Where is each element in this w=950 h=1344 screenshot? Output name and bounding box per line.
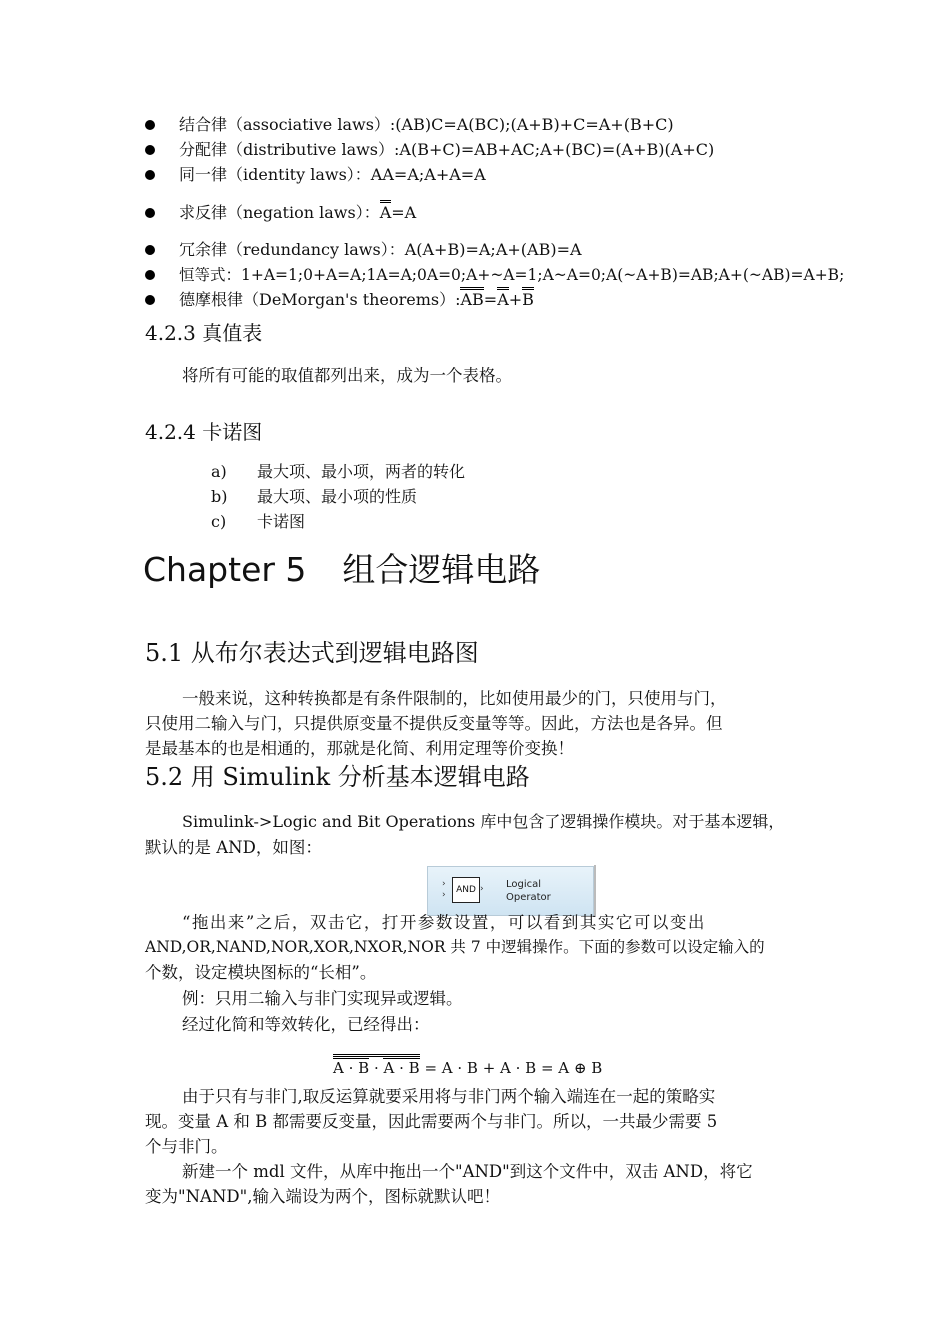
paragraph-truth-table: 将所有可能的取值都列出来，成为一个表格。 [182,366,512,385]
formula-lhs: A · B · A · B [333,1054,420,1078]
list-item: 最大项、最小项，两者的转化 [257,462,466,481]
block-label-line2: Operator [506,892,551,903]
bullet-marker [145,170,155,180]
heading-5-1: 5.1 从布尔表达式到逻辑电路图 [145,639,479,667]
demorgan-ab-bar: AB [460,287,483,309]
bullet-marker [145,295,155,305]
paragraph-line: 由于只有与非门,取反运算就要采用将与非门两个输入端连在一起的策略实 [182,1087,716,1106]
bullet-marker [145,245,155,255]
chapter-heading [143,550,540,590]
demorgan-a-bar: A [497,287,509,309]
heading-4-2-3: 4.2.3 真值表 [145,321,263,345]
list-letter: a) [211,462,227,481]
bullet-distributive: 分配律（distributive laws）:A(B+C)=AB+AC;A+(BC)=(A+B)(A+C) [179,140,715,159]
paragraph-line: 是最基本的也是相通的，那就是化简、利用定理等价变换！ [145,739,574,758]
logical-operator-block-image [427,866,594,916]
list-letter: c) [211,512,227,531]
paragraph-line: 只使用二输入与门，只提供原变量不提供反变量等等。因此，方法也是各异。但 [145,714,723,733]
bullet-marker [145,270,155,280]
formula-rhs: = A · B + A · B = A ⊕ B [424,1059,603,1077]
bullet-marker [145,120,155,130]
list-item: 最大项、最小项的性质 [257,487,418,506]
chapter-number: Chapter 5 [143,550,307,589]
bullet-marker [145,145,155,155]
input-port-icon: › [442,890,446,900]
paragraph-line: 新建一个 mdl 文件，从库中拖出一个"AND"到这个文件中，双击 AND，将它 [182,1162,753,1181]
block-label [506,878,551,904]
xor-formula [333,1054,602,1078]
bullet-marker [145,208,155,218]
bullet-negation [179,203,416,223]
paragraph-line: 个数，设定模块图标的“长相”。 [145,963,377,982]
negation-prefix: 求反律（negation laws）： [179,203,380,222]
negation-double-bar: A [380,200,392,222]
heading-5-2: 5.2 用 Simulink 分析基本逻辑电路 [145,763,530,791]
demorgan-eq: = [483,290,498,309]
demorgan-b-bar: B [522,287,534,309]
output-port-icon: › [480,884,484,894]
chapter-title: 组合逻辑电路 [342,550,541,589]
bullet-redundancy: 冗余律（redundancy laws）：A(A+B)=A;A+(AB)=A [179,240,582,259]
bullet-associative: 结合律（associative laws）:(AB)C=A(BC);(A+B)+C=A+(B+C) [179,115,674,134]
negation-suffix: =A [391,203,417,222]
list-letter: b) [211,487,228,506]
list-item: 卡诺图 [257,512,306,531]
input-port-icon: › [442,879,446,889]
paragraph-line: 默认的是 AND，如图： [145,838,322,857]
paragraph-line: Simulink->Logic and Bit Operations 库中包含了逻辑操作模块。对于基本逻辑， [182,812,785,831]
bullet-demorgan [179,290,534,310]
and-block-box: AND [452,877,480,903]
bullet-identity: 同一律（identity laws）：AA=A;A+A=A [179,165,486,184]
paragraph-line: 经过化简和等效转化，已经得出： [182,1015,430,1034]
demorgan-prefix: 德摩根律（DeMorgan's theorems）: [179,290,461,309]
paragraph-line: 一般来说，这种转换都是有条件限制的，比如使用最少的门，只使用与门， [182,689,727,708]
paragraph-line: AND,OR,NAND,NOR,XOR,NXOR,NOR 共 7 中逻辑操作。下面的参数可以设定输入的 [145,938,765,956]
bullet-identities: 恒等式：1+A=1;0+A=A;1A=A;0A=0;A+~A=1;A~A=0;A(~A+B)=AB;A+(~AB)=A+B; [179,266,845,284]
paragraph-line: 变为"NAND",输入端设为两个，图标就默认吧！ [145,1187,500,1206]
paragraph-line: 例：只用二输入与非门实现异或逻辑。 [182,989,463,1008]
heading-4-2-4: 4.2.4 卡诺图 [145,420,263,444]
paragraph-line: “拖出来”之后，双击它，打开参数设置，可以看到其实它可以变出 [182,913,706,932]
demorgan-plus: + [508,290,523,309]
paragraph-line: 个与非门。 [145,1137,228,1156]
paragraph-line: 现。变量 A 和 B 都需要反变量，因此需要两个与非门。所以，一共最少需要 5 [145,1112,718,1131]
block-label-line1: Logical [506,879,542,890]
